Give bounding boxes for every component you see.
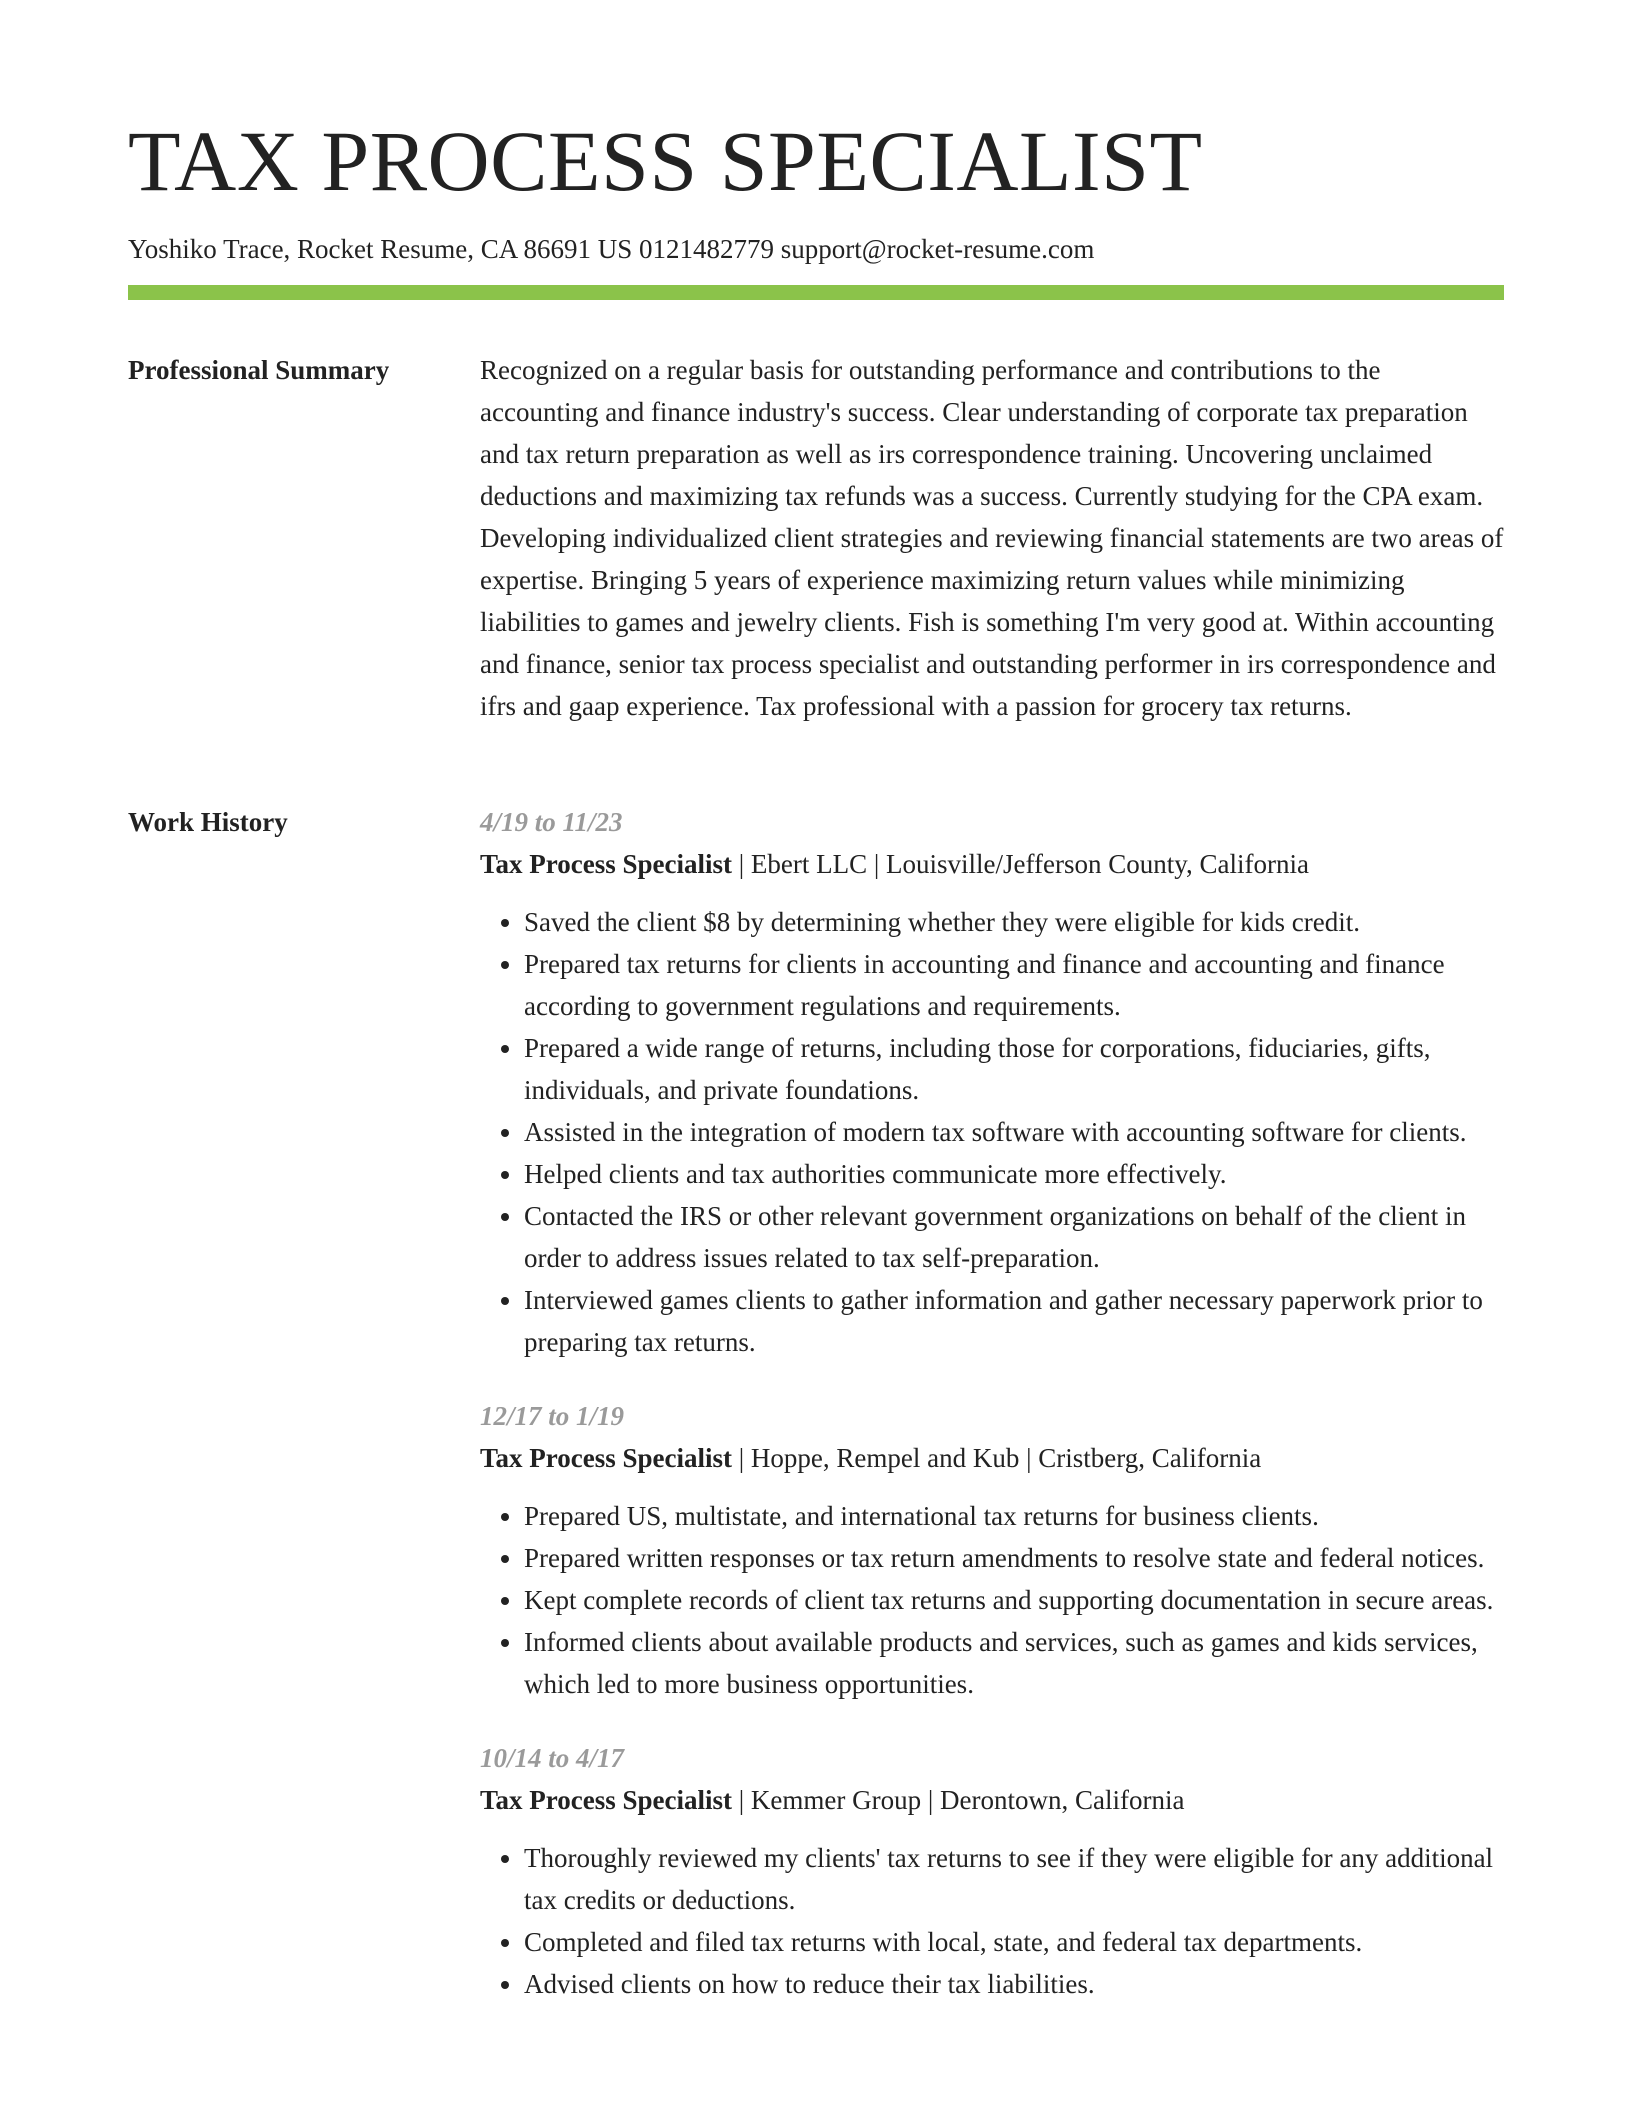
job-role: Tax Process Specialist <box>480 1443 733 1473</box>
job-bullet: • Prepared written responses or tax return amendments to resolve state and federal notices. <box>524 1537 1504 1579</box>
job-role: Tax Process Specialist <box>480 1785 733 1815</box>
job-bullet: • Assisted in the integration of modern tax software with accounting software for clients. <box>524 1111 1504 1153</box>
job-dates: 12/17 to 1/19 <box>480 1401 625 1431</box>
job-bullet: • Completed and filed tax returns with local, state, and federal tax departments. <box>524 1921 1504 1963</box>
job-entry <box>480 801 1504 1363</box>
job-bullet: • Helped clients and tax authorities communicate more effectively. <box>524 1153 1504 1195</box>
job-entry <box>480 1737 1504 2005</box>
summary-body <box>480 349 1504 727</box>
job-bullet: • Interviewed games clients to gather information and gather necessary paperwork prior to preparing tax returns. <box>524 1279 1504 1363</box>
summary-heading: Professional Summary <box>128 355 390 385</box>
job-title-line <box>480 1437 1504 1479</box>
job-dates: 10/14 to 4/17 <box>480 1743 625 1773</box>
job-bullets <box>480 1837 1504 2005</box>
work-history-body <box>480 801 1504 2037</box>
job-bullets <box>480 901 1504 1363</box>
job-dates: 4/19 to 11/23 <box>480 807 623 837</box>
job-details: | Ebert LLC | Louisville/Jefferson County, California <box>732 849 1309 879</box>
header-divider <box>128 285 1504 300</box>
summary-text: Recognized on a regular basis for outstanding performance and contributions to the accounting and finance industry's success. Clear understanding of corporate tax preparation and tax return preparation as well as irs correspondence training. Uncovering unclaimed deductions and maximizing tax refunds was a success. Currently studying for the CPA exam. Developing individualized client strategies and reviewing financial statements are two areas of expertise. Bringing 5 years of experience maximizing return values while minimizing liabilities to games and jewelry clients. Fish is something I'm very good at. Within accounting and finance, senior tax process specialist and outstanding performer in irs correspondence and ifrs and gaap experience. Tax professional with a passion for grocery tax returns. <box>480 355 1504 721</box>
job-bullet: • Prepared tax returns for clients in accounting and finance and accounting and finance according to government regulations and requirements. <box>524 943 1504 1027</box>
job-title-line <box>480 843 1504 885</box>
job-title-line <box>480 1779 1504 1821</box>
job-role: Tax Process Specialist <box>480 849 733 879</box>
job-bullet: • Contacted the IRS or other relevant government organizations on behalf of the client in order to address issues related to tax self-preparation. <box>524 1195 1504 1279</box>
job-details: | Hoppe, Rempel and Kub | Cristberg, California <box>732 1443 1262 1473</box>
job-bullet: • Kept complete records of client tax returns and supporting documentation in secure areas. <box>524 1579 1504 1621</box>
job-entry <box>480 1395 1504 1705</box>
job-bullet: • Prepared US, multistate, and international tax returns for business clients. <box>524 1495 1504 1537</box>
job-bullet: • Saved the client $8 by determining whether they were eligible for kids credit. <box>524 901 1504 943</box>
job-bullets <box>480 1495 1504 1705</box>
job-details: | Kemmer Group | Derontown, California <box>732 1785 1185 1815</box>
job-bullet: • Prepared a wide range of returns, including those for corporations, fiduciaries, gifts, individuals, and private foundations. <box>524 1027 1504 1111</box>
work-history-heading: Work History <box>128 807 288 837</box>
job-bullet: • Informed clients about available products and services, such as games and kids services, which led to more business opportunities. <box>524 1621 1504 1705</box>
contact-info: Yoshiko Trace, Rocket Resume, CA 86691 US 0121482779 support@rocket-resume.com <box>128 234 1095 264</box>
job-bullet: • Thoroughly reviewed my clients' tax returns to see if they were eligible for any additional tax credits or deductions. <box>524 1837 1504 1921</box>
resume-title: TAX PROCESS SPECIALIST <box>128 113 1203 209</box>
job-bullet: • Advised clients on how to reduce their tax liabilities. <box>524 1963 1504 2005</box>
